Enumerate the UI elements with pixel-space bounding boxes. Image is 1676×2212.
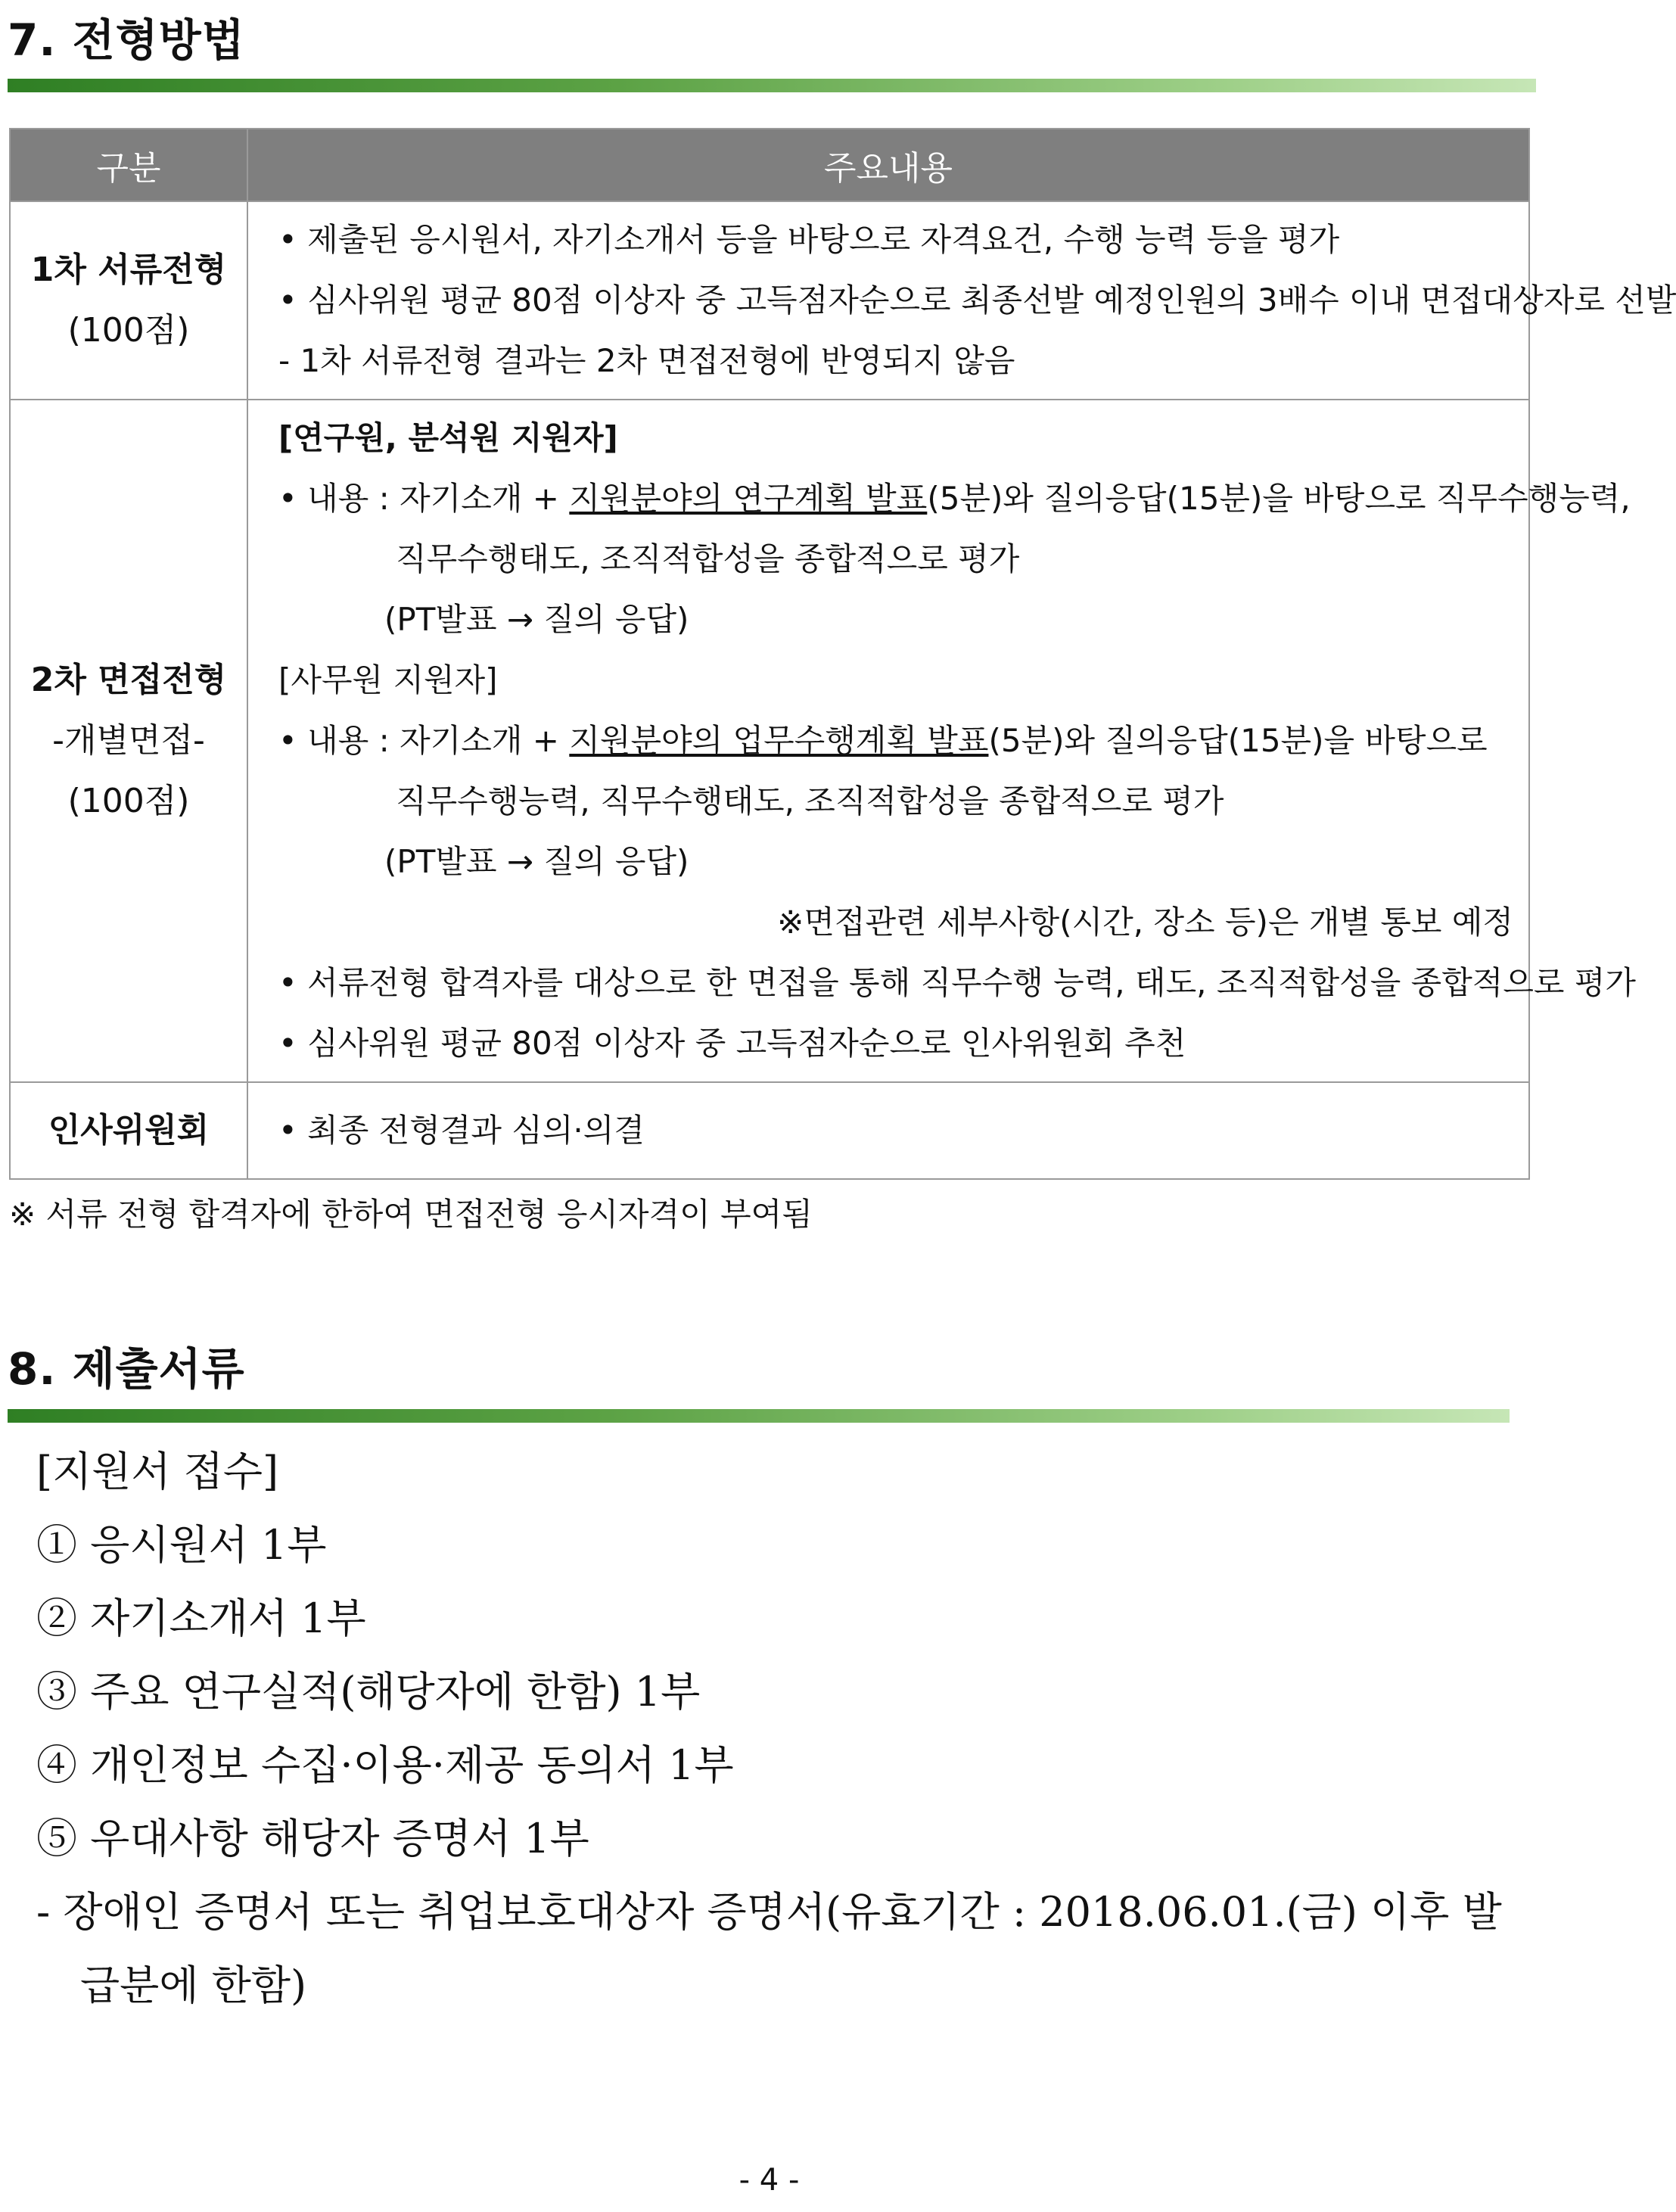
section-7-title: 7. 전형방법 xyxy=(8,14,245,66)
header-content: 주요내용 xyxy=(247,129,1529,201)
content-line xyxy=(278,468,1631,529)
content-text: • 내용 : 자기소개 + xyxy=(278,722,570,759)
stage-type: -개별면접- xyxy=(52,721,205,760)
stage-score: (100점) xyxy=(67,311,190,350)
extra-note-continued: 급분에 한함) xyxy=(80,1962,307,2009)
list-item: ③ 주요 연구실적(해당자에 한함) 1부 xyxy=(36,1668,701,1716)
row-category-committee xyxy=(10,1082,247,1179)
group-title-researcher: [연구원, 분석원 지원자] xyxy=(278,419,618,456)
stage-name: 1차 서류전형 xyxy=(30,250,227,289)
table-row xyxy=(10,1082,1529,1179)
row-category-interview xyxy=(10,400,247,1082)
content-line: (PT발표 → 질의 응답) xyxy=(384,843,689,880)
stage-name: 2차 면접전형 xyxy=(30,661,227,699)
section-8-title: 8. 제출서류 xyxy=(8,1343,245,1395)
stage-score: (100점) xyxy=(67,782,190,820)
selection-method-table xyxy=(9,128,1676,1180)
list-item: ④ 개인정보 수집·이용·제공 동의서 1부 xyxy=(36,1741,734,1789)
underlined-text: 지원분야의 연구계획 발표 xyxy=(569,480,928,517)
required-documents xyxy=(36,1435,1502,2022)
table-header-row xyxy=(10,129,1529,201)
content-text: (5분)와 질의응답(15분)을 바탕으로 직무수행능력, xyxy=(927,480,1631,517)
selection-note: ※ 서류 전형 합격자에 한하여 면접전형 응시자격이 부여됨 xyxy=(9,1196,813,1233)
interview-notice: ※면접관련 세부사항(시간, 장소 등)은 개별 통보 예정 xyxy=(777,904,1513,941)
group-title-office: [사무원 지원자] xyxy=(278,661,498,698)
content-line: • 서류전형 합격자를 대상으로 한 면접을 통해 직무수행 능력, 태도, 조직적합성을 종합적으로 평가 xyxy=(278,964,1636,1001)
documents-subtitle: [지원서 접수] xyxy=(36,1448,279,1495)
table-row xyxy=(10,400,1529,1082)
content-line: - 1차 서류전형 결과는 2차 면접전형에 반영되지 않음 xyxy=(278,342,1015,379)
content-line: 직무수행능력, 직무수행태도, 조직적합성을 종합적으로 평가 xyxy=(396,782,1224,820)
section-8-divider xyxy=(8,1409,1510,1423)
content-line: • 최종 전형결과 심의·의결 xyxy=(278,1112,645,1149)
content-line: (PT발표 → 질의 응답) xyxy=(384,601,689,638)
content-line: 직무수행태도, 조직적합성을 종합적으로 평가 xyxy=(396,540,1020,577)
content-line: • 심사위원 평균 80점 이상자 중 고득점자순으로 최종선발 예정인원의 3배수 이내 면접대상자로 선발 xyxy=(278,282,1676,319)
extra-note: - 장애인 증명서 또는 취업보호대상자 증명서(유효기간 : 2018.06.01.(금) 이후 발 xyxy=(36,1888,1502,1936)
list-item: ⑤ 우대사항 해당자 증명서 1부 xyxy=(36,1815,589,1862)
table-row xyxy=(10,201,1529,400)
stage-name: 인사위원회 xyxy=(48,1111,210,1150)
row-content-interview xyxy=(247,400,1636,1082)
list-item: ② 자기소개서 1부 xyxy=(36,1594,366,1642)
content-line xyxy=(278,711,1513,771)
content-text: • 내용 : 자기소개 + xyxy=(278,480,570,517)
section-7-divider xyxy=(8,79,1536,92)
list-item: ① 응시원서 1부 xyxy=(36,1521,327,1569)
content-text: (5분)와 질의응답(15분)을 바탕으로 xyxy=(988,722,1488,759)
content-line: • 심사위원 평균 80점 이상자 중 고득점자순으로 인사위원회 추천 xyxy=(278,1025,1186,1062)
row-category-document xyxy=(10,201,247,400)
row-content-document xyxy=(247,201,1676,400)
content-line: • 제출된 응시원서, 자기소개서 등을 바탕으로 자격요건, 수행 능력 등을 평가 xyxy=(278,221,1340,258)
header-category: 구분 xyxy=(10,129,247,201)
row-content-committee xyxy=(247,1082,1529,1179)
page-number: - 4 - xyxy=(738,2163,800,2198)
underlined-text: 지원분야의 업무수행계획 발표 xyxy=(569,722,989,759)
